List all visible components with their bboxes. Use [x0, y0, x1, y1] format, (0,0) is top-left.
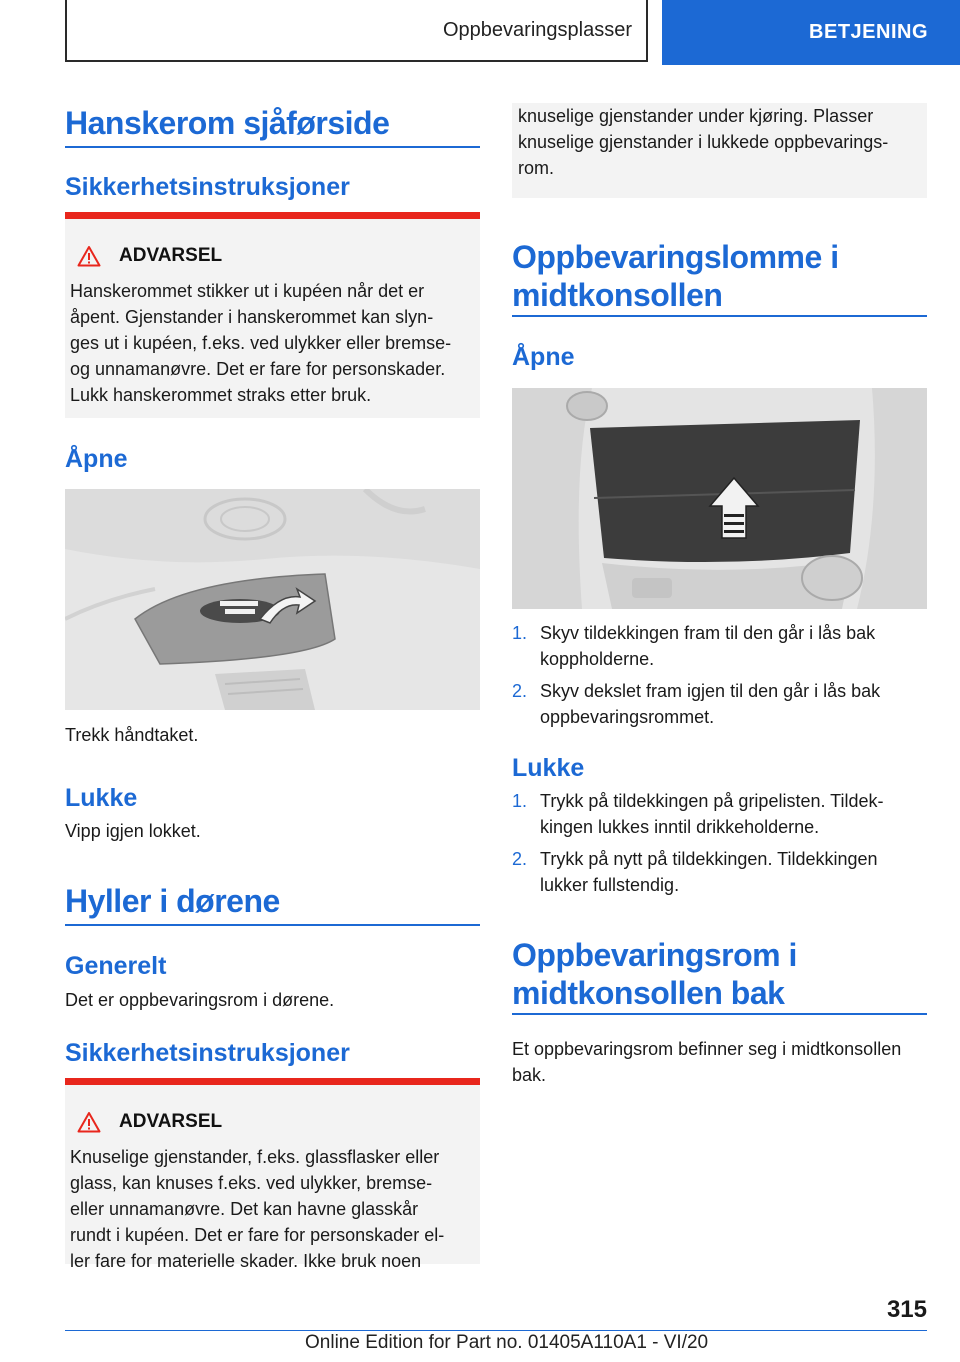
warning-line: Knuselige gjenstander, f.eks. glassflasker eller [70, 1147, 440, 1167]
warning-triangle-icon [77, 245, 101, 267]
heading-rule [65, 924, 480, 926]
step-number: 1. [512, 623, 528, 643]
open-steps-list [512, 620, 927, 736]
heading-pocket-line: midtkonsollen [512, 277, 723, 313]
step-line: Trykk på tildekkingen på gripelisten. Tildek- [540, 791, 884, 811]
close-instruction-left: Vipp igjen lokket. [65, 821, 201, 841]
warning-box-2 [65, 1078, 480, 1271]
warning-line: ler fare for materielle skader. Ikke bruk noen [70, 1251, 422, 1271]
step-line: lukker fullstendig. [540, 875, 680, 895]
warning-line: glass, kan knuses f.eks. ved ulykker, bremse- [70, 1173, 433, 1193]
heading-rear [512, 936, 797, 1012]
warning-text-1 [70, 278, 451, 408]
warning-line: rom. [518, 158, 554, 178]
header-chapter [662, 0, 960, 65]
warning-continuation-text [518, 103, 888, 181]
list-item [512, 678, 927, 730]
footer-rule [65, 1330, 927, 1331]
warning-line: ges ut i kupéen, f.eks. ved ulykker eller bremse- [70, 333, 452, 353]
heading-rule [65, 146, 480, 148]
list-item [512, 620, 927, 672]
step-line: oppbevaringsrommet. [540, 707, 715, 727]
warning-title-text-1: ADVARSEL [119, 245, 223, 266]
general-text: Det er oppbevaringsrom i dørene. [65, 990, 335, 1010]
heading-rule [512, 315, 927, 317]
heading-safety-2: Sikkerhetsinstruksjoner [65, 1039, 350, 1067]
header-section [65, 0, 648, 62]
heading-general: Generelt [65, 952, 167, 980]
header-section-title: Oppbevaringsplasser [443, 18, 632, 41]
heading-open-left: Åpne [65, 445, 128, 473]
footer-edition: Online Edition for Part no. 01405A110A1 - VI/20 [305, 1332, 709, 1353]
warning-box-1 [65, 212, 480, 418]
warning-line: åpent. Gjenstander i hanskerommet kan slyn- [70, 307, 434, 327]
warning-line: Lukk hanskerommet straks etter bruk. [70, 385, 372, 405]
step-number: 2. [512, 849, 528, 869]
heading-close-right: Lukke [512, 754, 585, 782]
heading-pocket [512, 238, 839, 314]
warning-continuation [512, 103, 927, 198]
step-number: 2. [512, 681, 528, 701]
warning-line: eller unnamanøvre. Det kan havne glasskår [70, 1199, 419, 1219]
warning-line: Hanskerommet stikker ut i kupéen når det er [70, 281, 425, 301]
heading-rear-line: Oppbevaringsrom i [512, 937, 797, 973]
warning-line: og unnamanøvre. Det er fare for personskader. [70, 359, 446, 379]
close-steps-list [512, 788, 927, 904]
glovebox-illustration [65, 489, 480, 710]
rear-text [512, 1036, 901, 1088]
warning-line: knuselige gjenstander under kjøring. Plasser [518, 106, 874, 126]
warning-line: knuselige gjenstander i lukkede oppbevarings- [518, 132, 889, 152]
heading-glovebox: Hanskerom sjåførside [65, 105, 390, 141]
step-line: Trykk på nytt på tildekkingen. Tildekkingen [540, 849, 878, 869]
page-number: 315 [886, 1296, 927, 1323]
warning-line: rundt i kupéen. Det er fare for personskader el- [70, 1225, 445, 1245]
warning-triangle-icon [77, 1111, 101, 1133]
console-illustration [512, 388, 927, 609]
warning-title-1 [77, 245, 222, 267]
heading-pocket-line: Oppbevaringslomme i [512, 239, 839, 275]
step-line: koppholderne. [540, 649, 655, 669]
heading-close-left: Lukke [65, 784, 138, 812]
list-item [512, 846, 927, 898]
step-line: Skyv tildekkingen fram til den går i lås bak [540, 623, 876, 643]
heading-shelves: Hyller i dørene [65, 883, 280, 919]
step-line: Skyv dekslet fram igjen til den går i lås bak [540, 681, 881, 701]
heading-safety-1: Sikkerhetsinstruksjoner [65, 173, 350, 201]
rear-text-line: bak. [512, 1065, 547, 1085]
warning-text-2 [70, 1144, 444, 1274]
rear-text-line: Et oppbevaringsrom befinner seg i midtkonsollen [512, 1039, 902, 1059]
heading-open-right: Åpne [512, 343, 575, 371]
warning-title-text-2: ADVARSEL [119, 1111, 223, 1132]
warning-title-2 [77, 1111, 222, 1133]
step-number: 1. [512, 791, 528, 811]
step-line: kingen lukkes inntil drikkeholderne. [540, 817, 820, 837]
heading-rule [512, 1013, 927, 1015]
header-chapter-title: BETJENING [809, 21, 928, 43]
heading-rear-line: midtkonsollen bak [512, 975, 785, 1011]
list-item [512, 788, 927, 840]
open-instruction-left: Trekk håndtaket. [65, 725, 199, 745]
